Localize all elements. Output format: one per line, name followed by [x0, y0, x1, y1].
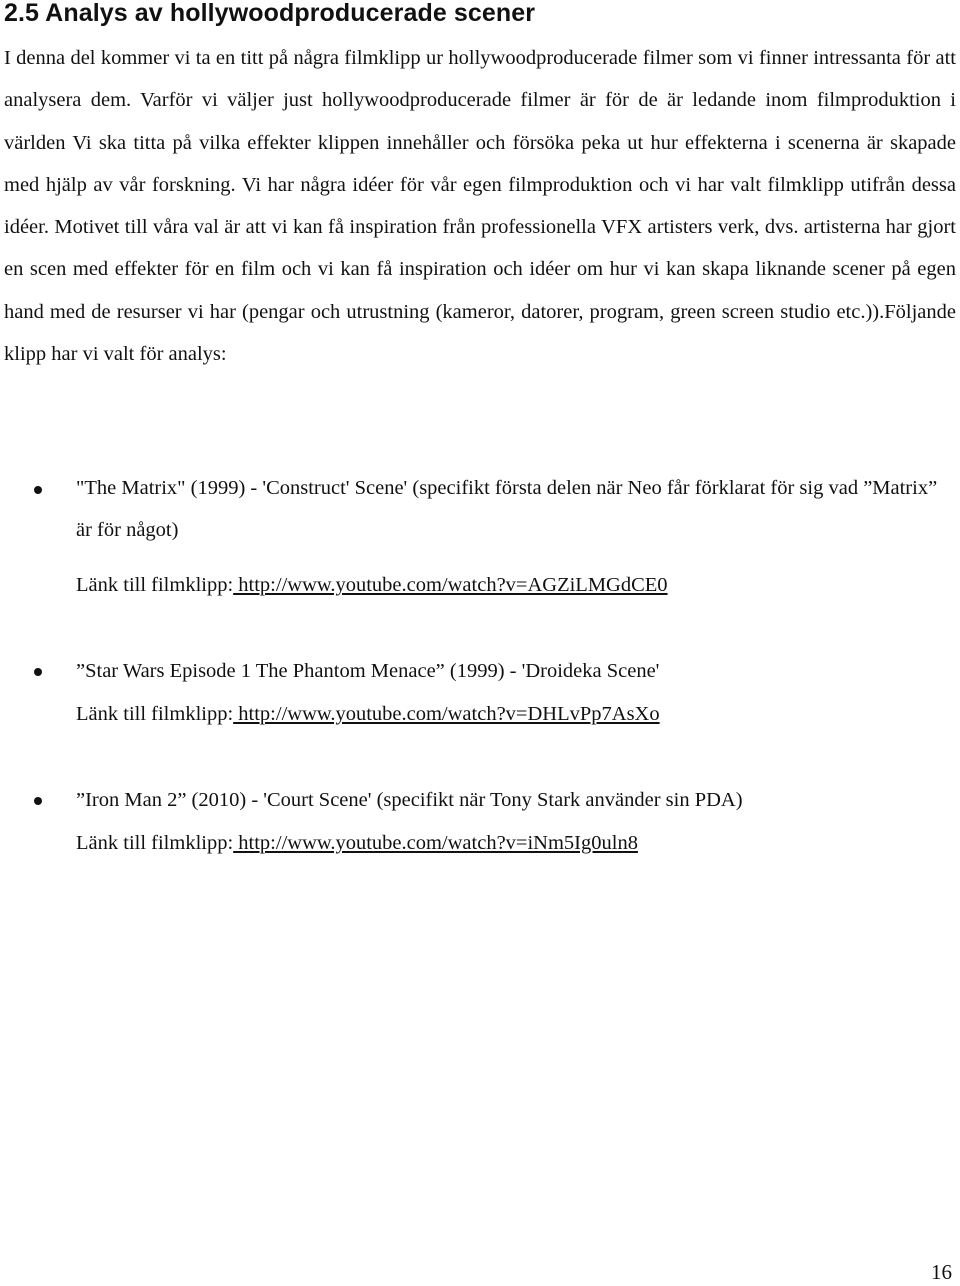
clip-title: ”Star Wars Episode 1 The Phantom Menace” (1999) - 'Droideka Scene' — [76, 660, 660, 682]
clip-link-label: Länk till filmklipp: — [76, 832, 234, 854]
clip-link-label: Länk till filmklipp: — [76, 574, 234, 596]
clip-title: "The Matrix" (1999) - 'Construct' Scene' (specifikt första delen när Neo får förklarat för sig vad ”Matrix” är för något) — [76, 477, 938, 541]
clip-link[interactable]: http://www.youtube.com/watch?v=AGZiLMGdCE0 — [233, 574, 668, 596]
clip-link-label: Länk till filmklipp: — [76, 703, 234, 725]
clip-link-line — [76, 699, 956, 729]
clip-link-line — [76, 828, 956, 858]
clip-link-line — [76, 570, 956, 600]
clip-title: ”Iron Man 2” (2010) - 'Court Scene' (specifikt när Tony Stark använder sin PDA) — [76, 789, 743, 811]
intro-paragraph: I denna del kommer vi ta en titt på några filmklipp ur hollywoodproducerade filmer som vi finner intressanta för att analysera dem. Varför vi väljer just hollywoodproducerade filmer är för de är ledande inom filmproduktion i världen Vi ska titta på vilka effekter klippen innehåller och försöka peka ut hur effekterna i scenerna är skapade med hjälp av vår forskning. Vi har några idéer för vår egen filmproduktion och vi har valt filmklipp utifrån dessa idéer. Motivet till våra val är att vi kan få inspiration från professionella VFX artisters verk, dvs. artisterna har gjort en scen med effekter för en film och vi kan få inspiration och idéer om hur vi kan skapa liknande scener på egen hand med de resurser vi har (pengar och utrustning (kameror, datorer, program, green screen studio etc.)).Följande klipp har vi valt för analys: — [4, 47, 956, 366]
page-number: 16 — [931, 1260, 952, 1284]
bullet-icon — [34, 486, 42, 494]
clip-link[interactable]: http://www.youtube.com/watch?v=DHLvPp7AsXo — [233, 703, 660, 725]
bullet-icon — [34, 668, 42, 676]
bullet-icon — [34, 797, 42, 805]
clip-link[interactable]: http://www.youtube.com/watch?v=iNm5Ig0uln8 — [233, 832, 638, 854]
section-heading: 2.5 Analys av hollywoodproducerade scener — [4, 0, 536, 27]
